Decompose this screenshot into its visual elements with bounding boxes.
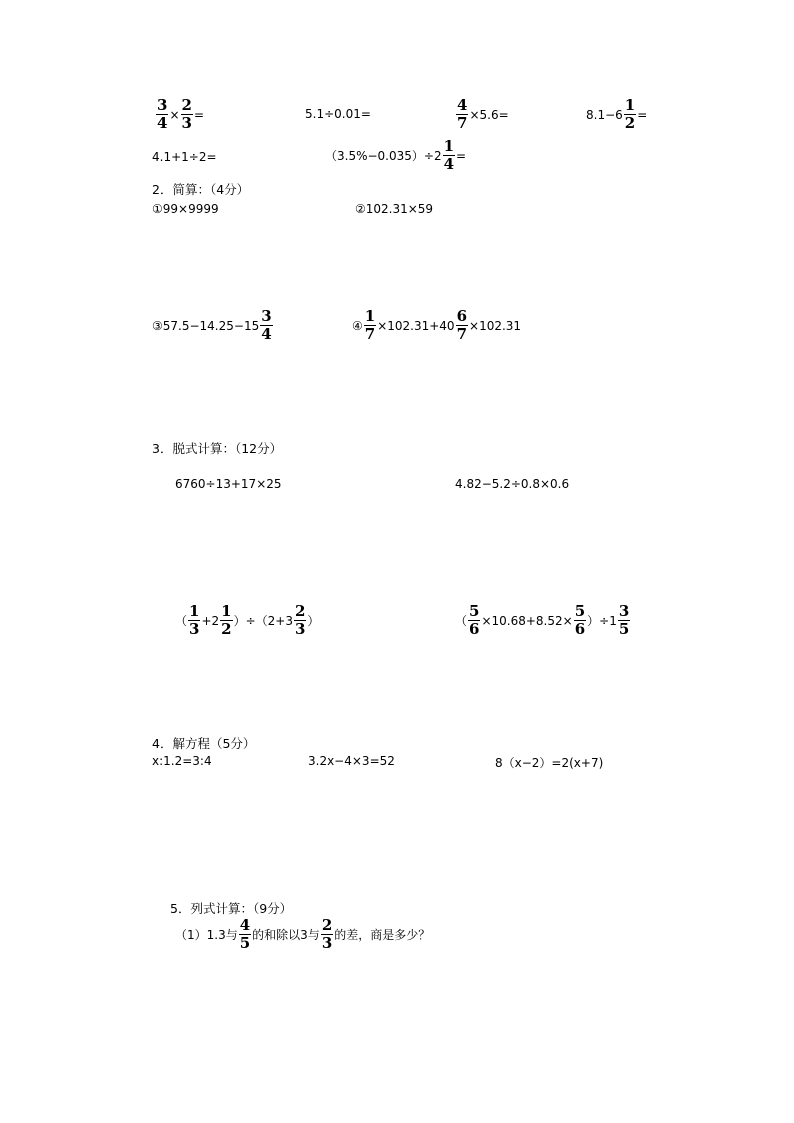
fraction: $\frac{2}{3}$ (321, 916, 333, 952)
section-4-title: 4．解方程（5分） (152, 736, 256, 751)
fraction: $\frac{6}{7}$ (456, 307, 468, 343)
fraction: $\frac{4}{5}$ (239, 916, 251, 952)
s2-problem-4: ④ $\frac{1}{7}$ ×102.31+40 $\frac{6}{7}$ ×102.31 (352, 307, 522, 343)
oral-problem-1: $\frac{3}{4}$ × $\frac{2}{3}$ = (157, 96, 204, 132)
s3-problem-1: 6760÷13+17×25 (175, 477, 282, 491)
s3-problem-2: 4.82−5.2÷0.8×0.6 (455, 477, 570, 491)
s4-problem-1: x:1.2=3:4 (152, 754, 212, 768)
s4-problem-3: 8（x−2）=2(x+7) (495, 756, 604, 770)
fraction: $\frac{4}{7}$ (457, 96, 468, 132)
fraction: $\frac{2}{3}$ (181, 96, 192, 132)
section-2-title: 2．简算：（4分） (152, 182, 250, 197)
fraction: $\frac{2}{3}$ (294, 602, 306, 638)
s2-problem-3: ③57.5−14.25−15 $\frac{3}{4}$ (152, 307, 272, 343)
fraction: $\frac{1}{4}$ (443, 137, 455, 173)
s3-problem-3: （ $\frac{1}{3}$ +2 $\frac{1}{2}$ ）÷（2+3 $\frac{2}{3}$ ） (175, 602, 320, 638)
fraction: $\frac{3}{4}$ (261, 307, 272, 343)
oral-problem-4: 8.1−6 $\frac{1}{2}$ = (586, 96, 648, 132)
s5-problem-1: （1）1.3与 $\frac{4}{5}$ 的和除以3与 $\frac{2}{3}$ 的差，商是多少？ (175, 916, 431, 952)
fraction: $\frac{1}{2}$ (221, 602, 232, 638)
fraction: $\frac{5}{6}$ (469, 602, 480, 638)
oral-problem-3: $\frac{4}{7}$ ×5.6= (457, 96, 509, 132)
s4-problem-2: 3.2x−4×3=52 (308, 754, 395, 768)
fraction: $\frac{1}{3}$ (189, 602, 200, 638)
fraction: $\frac{3}{5}$ (618, 602, 630, 638)
oral-problem-6: （3.5%−0.035）÷2 $\frac{1}{4}$ = (325, 137, 467, 173)
fraction: $\frac{5}{6}$ (574, 602, 586, 638)
oral-problem-2: 5.1÷0.01= (305, 107, 371, 121)
section-3-title: 3．脱式计算：（12分） (152, 441, 283, 456)
s2-problem-2: ②102.31×59 (355, 202, 434, 216)
s3-problem-4: （ $\frac{5}{6}$ ×10.68+8.52× $\frac{5}{6}$ ）÷1 $\frac{3}{5}$ (455, 602, 630, 638)
section-5-title: 5．列式计算：（9分） (170, 901, 293, 916)
fraction: $\frac{1}{2}$ (624, 96, 636, 132)
s2-problem-1: ①99×9999 (152, 202, 219, 216)
fraction: $\frac{3}{4}$ (157, 96, 168, 132)
fraction: $\frac{1}{7}$ (364, 307, 376, 343)
oral-problem-5: 4.1+1÷2= (152, 150, 217, 164)
